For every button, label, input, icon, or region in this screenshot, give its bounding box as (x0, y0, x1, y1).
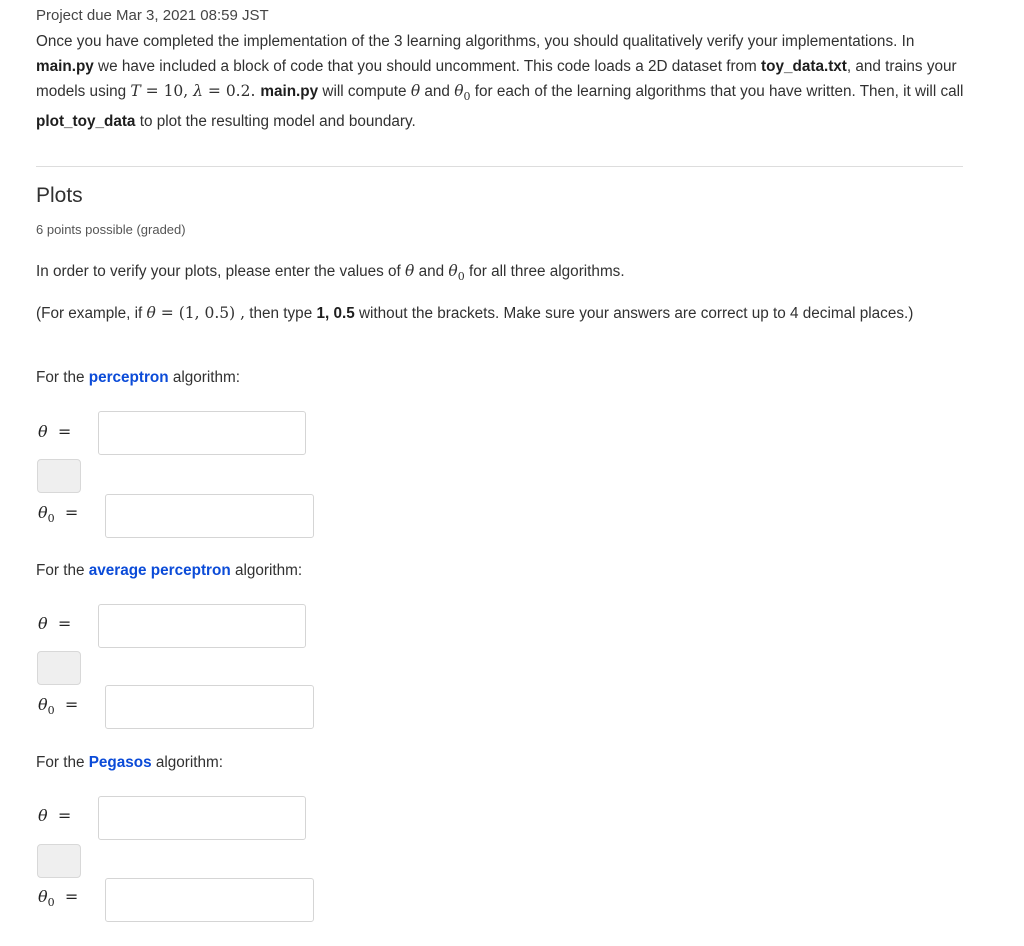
code-main-py-2: main.py (260, 83, 319, 100)
due-date: Project due Mar 3, 2021 08:59 JST (36, 7, 269, 24)
theta0-input-average-perceptron[interactable] (105, 685, 314, 729)
theta-input-average-perceptron[interactable] (98, 604, 306, 648)
status-indicator-pegasos-theta (37, 844, 81, 878)
theta-input-pegasos[interactable] (98, 796, 306, 840)
status-indicator-perceptron-theta (37, 459, 81, 493)
algorithm-heading-average-perceptron: For the average perceptron algorithm: (36, 562, 303, 579)
section-divider (36, 166, 963, 167)
algorithm-name-average-perceptron: average perceptron (88, 562, 231, 579)
code-plot-toy-data: plot_toy_data (36, 113, 136, 131)
algorithm-heading-perceptron: For the perceptron algorithm: (36, 369, 241, 386)
code-main-py: main.py (36, 58, 94, 75)
theta0-label-perceptron: $\theta_0$ = (38, 503, 79, 526)
algorithm-heading-pegasos: For the Pegasos algorithm: (36, 754, 224, 771)
theta0-input-pegasos[interactable] (105, 878, 314, 922)
points-possible: 6 points possible (graded) (36, 222, 186, 237)
algorithm-name-perceptron: perceptron (88, 369, 169, 386)
math-params: T = 10, λ = 0.2. (130, 82, 261, 100)
theta-label-pegasos: θ = (38, 806, 72, 825)
theta-label-average-perceptron: θ = (38, 614, 72, 633)
theta0-input-perceptron[interactable] (105, 494, 314, 538)
algorithm-name-pegasos: Pegasos (88, 754, 152, 771)
code-toy-data: toy_data.txt (761, 58, 847, 75)
theta-input-perceptron[interactable] (98, 411, 306, 455)
intro-paragraph: Once you have completed the implementation of the 3 learning algorithms, you should qualitatively verify your implementations. In main.py we have included a block of code that you should uncomment. This code loads a 2D dataset from toy_data.txt, and trains your models using T = 10, λ = 0.2. main.py will compute θ and $\theta_0$ for each of the learning algorithms that you have written. Then, it will call plot_toy_data to plot the resulting model and boundary. (36, 33, 964, 131)
theta0-label-pegasos: $\theta_0$ = (38, 887, 79, 910)
problem-title: Plots (36, 184, 83, 207)
status-indicator-average-perceptron-theta (37, 651, 81, 685)
theta-label-perceptron: θ = (38, 422, 72, 441)
instruction-text: In order to verify your plots, please enter the values of θ and $\theta_0$ for all three algorithms. (36, 262, 625, 284)
example-text: (For example, if θ = (1, 0.5) , then type 1, 0.5 without the brackets. Make sure your answers are correct up to 4 decimal places.) (36, 304, 914, 322)
theta0-label-average-perceptron: $\theta_0$ = (38, 695, 79, 718)
